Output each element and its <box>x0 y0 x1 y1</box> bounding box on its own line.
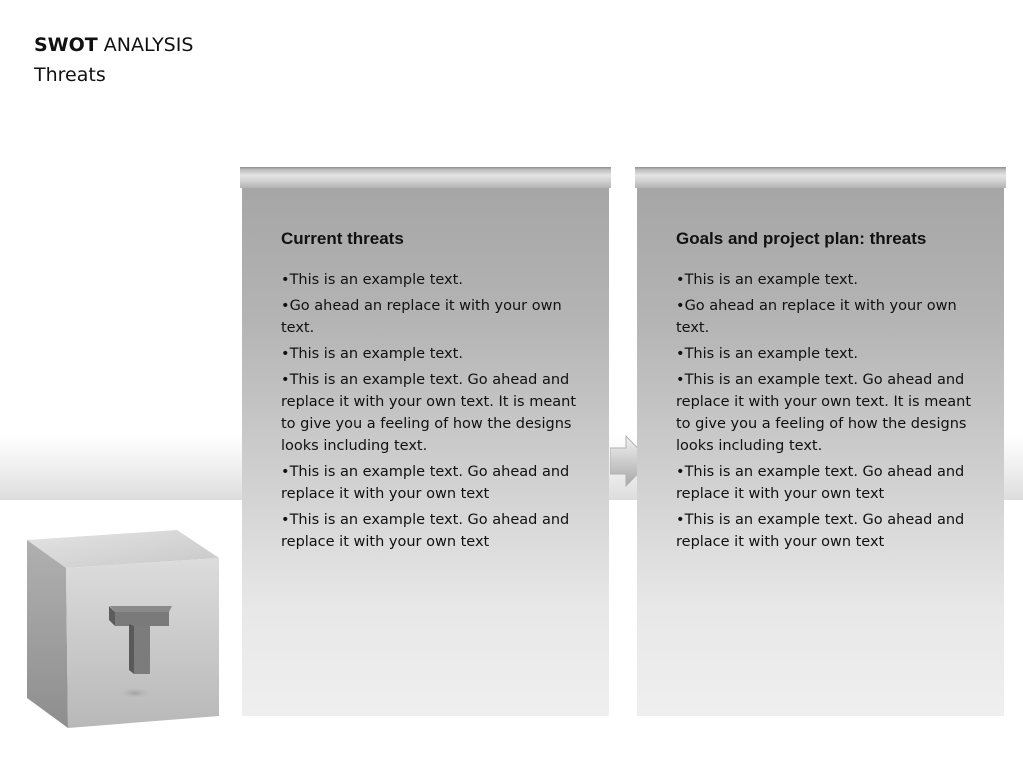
panel-header-bar <box>240 167 611 188</box>
panel-heading: Current threats <box>281 229 404 248</box>
bullet-item: • Go ahead an replace it with your own text. <box>676 295 976 339</box>
bullet-item: • This is an example text. Go ahead and replace it with your own text. It is meant to give you a feeling of how the designs looks including text. <box>281 369 581 457</box>
bullet-item: • This is an example text. Go ahead and replace it with your own text <box>281 509 581 553</box>
page-subtitle: Threats <box>34 64 106 86</box>
page-title-rest: ANALYSIS <box>97 34 194 56</box>
threats-cube-icon <box>25 528 221 730</box>
bullet-list <box>676 269 976 553</box>
panel-content <box>281 229 581 557</box>
page-title-bold: SWOT <box>34 34 98 56</box>
bullet-list <box>281 269 581 553</box>
page-title <box>34 33 193 57</box>
panel-heading: Goals and project plan: threats <box>676 229 927 248</box>
bullet-item: • This is an example text. <box>281 269 581 291</box>
bullet-item: • Go ahead an replace it with your own text. <box>281 295 581 339</box>
bullet-item: • This is an example text. <box>676 343 976 365</box>
goals-project-plan-panel <box>635 167 1006 716</box>
bullet-item: • This is an example text. Go ahead and replace it with your own text <box>676 461 976 505</box>
bullet-item: • This is an example text. Go ahead and replace it with your own text. It is meant to give you a feeling of how the designs looks including text. <box>676 369 976 457</box>
bullet-item: • This is an example text. <box>676 269 976 291</box>
bullet-item: • This is an example text. <box>281 343 581 365</box>
bullet-item: • This is an example text. Go ahead and replace it with your own text <box>281 461 581 505</box>
current-threats-panel <box>240 167 611 716</box>
panel-content <box>676 229 976 557</box>
bullet-item: • This is an example text. Go ahead and replace it with your own text <box>676 509 976 553</box>
title-block <box>34 33 193 87</box>
panel-header-bar <box>635 167 1006 188</box>
